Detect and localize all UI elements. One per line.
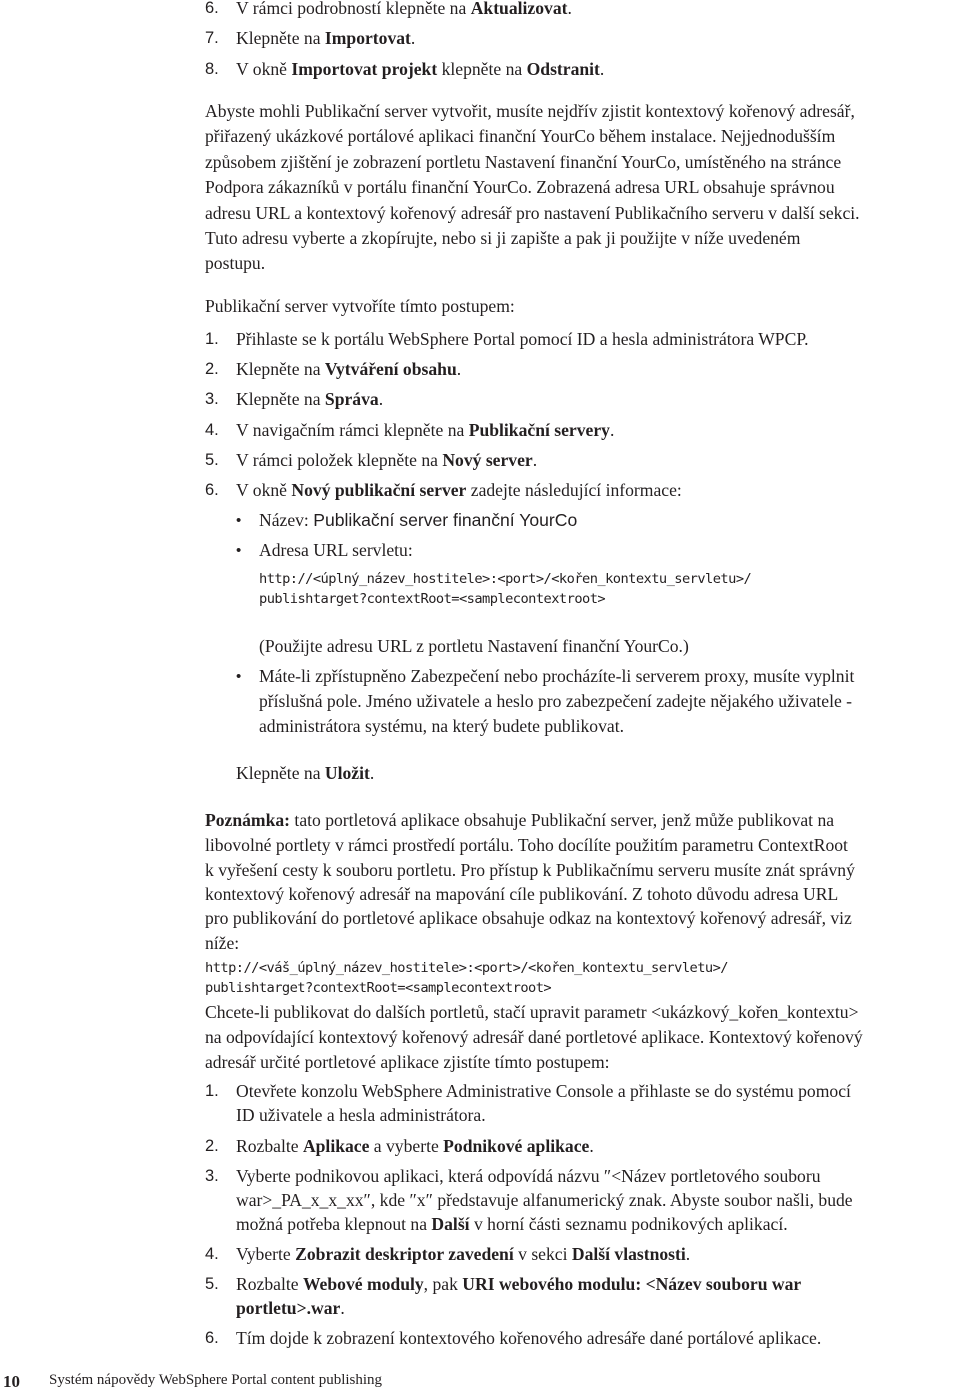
- step-number: 4.: [205, 421, 219, 439]
- step-text: Vyberte podnikovou aplikaci, která odpovídá názvu ″<Název portletového souboru: [236, 1166, 821, 1186]
- code-line: http://<váš_úplný_název_hostitele>:<port>/<kořen_kontextu_servletu>/: [205, 960, 728, 976]
- footer-title: Systém nápovědy WebSphere Portal content publishing: [49, 1372, 383, 1388]
- bullet-icon: •: [236, 542, 242, 559]
- paragraph-line: adresu URL a kontextový kořenový adresář pro nastavení Publikačního serveru v další sekci.: [205, 203, 860, 223]
- step-text: V rámci podrobností klepněte na Aktualizovat.: [236, 0, 572, 18]
- step-text: Rozbalte Webové moduly, pak URI webového modulu: <Název souboru war: [236, 1274, 802, 1294]
- step-number: 3.: [205, 1167, 219, 1185]
- note-line: Poznámka: tato portletová aplikace obsahuje Publikační server, jenž může publikovat na: [205, 810, 835, 830]
- step-text: Otevřete konzolu WebSphere Administrative Console a přihlaste se do systému pomocí: [236, 1081, 851, 1101]
- paragraph-line: postupu.: [205, 253, 266, 273]
- paragraph-line: přiřazený ukázkové portálové aplikaci finanční YourCo během instalace. Nejjednodušším: [205, 126, 836, 146]
- step-number: 5.: [205, 451, 219, 469]
- bullet-text: Máte-li zpřístupněno Zabezpečení nebo procházíte-li serverem proxy, musíte vyplnit: [259, 666, 855, 686]
- step-number: 3.: [205, 390, 219, 408]
- paragraph-line: Abyste mohli Publikační server vytvořit, musíte nejdřív zjistit kontextový kořenový adresář,: [205, 101, 855, 121]
- step-text: Vyberte Zobrazit deskriptor zavedení v sekci Další vlastnosti.: [236, 1244, 691, 1264]
- bullet-icon: •: [236, 668, 242, 685]
- note-line: kontextový kořenový adresář na mapování cíle publikování. Z tohoto důvodu adresa URL: [205, 884, 839, 904]
- note-line: k vyřešení cesty k souboru portletu. Pro přístup k Publikačnímu serveru musíte znát správný: [205, 860, 855, 880]
- step-text: ID uživatele a hesla administrátora.: [236, 1105, 486, 1125]
- step-text: V rámci položek klepněte na Nový server.: [236, 450, 538, 470]
- step-text: V navigačním rámci klepněte na Publikační servery.: [236, 420, 615, 440]
- bullet-text: administrátora systému, na který budete publikovat.: [259, 716, 624, 736]
- step-number: 1.: [205, 1082, 219, 1100]
- bullet-text: Adresa URL servletu:: [259, 540, 413, 560]
- step-text: Klepněte na Vytváření obsahu.: [236, 359, 462, 379]
- bullet-text: Název: Publikační server finanční YourCo: [259, 510, 578, 530]
- step-text: Tím dojde k zobrazení kontextového kořenového adresáře dané portálové aplikace.: [236, 1328, 822, 1348]
- step-text: Klepněte na Uložit.: [236, 763, 375, 783]
- step-text: war>_PA_x_x_xx″, kde ″x″ představuje alfanumerický znak. Abyste soubor našli, bude: [236, 1190, 853, 1210]
- step-text: Klepněte na Importovat.: [236, 28, 416, 48]
- paragraph-line: adresář určité portletové aplikace zjistíte tímto postupem:: [205, 1052, 610, 1072]
- step-number: 6.: [205, 1329, 219, 1347]
- paragraph-line: Chcete-li publikovat do dalších portletů, stačí upravit parametr <ukázkový_kořen_kontextu>: [205, 1002, 859, 1022]
- step-number: 1.: [205, 330, 219, 348]
- paragraph-line: na odpovídající kontextový kořenový adresář dané portletové aplikace. Kontextový kořenový: [205, 1027, 863, 1047]
- step-number: 8.: [205, 60, 219, 78]
- step-number: 4.: [205, 1245, 219, 1263]
- page-number: 10: [3, 1372, 20, 1391]
- step-number: 5.: [205, 1275, 219, 1293]
- step-text: Klepněte na Správa.: [236, 389, 384, 409]
- step-text: Přihlaste se k portálu WebSphere Portal pomocí ID a hesla administrátora WPCP.: [236, 329, 809, 349]
- step-number: 7.: [205, 29, 219, 47]
- note-line: pro publikování do portletové aplikace obsahuje odkaz na kontextový kořenový adresář, viz: [205, 908, 852, 928]
- procedure-intro: Publikační server vytvoříte tímto postupem:: [205, 296, 515, 316]
- step-number: 2.: [205, 360, 219, 378]
- bullet-icon: •: [236, 512, 242, 529]
- paragraph-line: způsobem zjištění je zobrazení portletu Nastavení finanční YourCo, umístěného na stránce: [205, 152, 842, 172]
- step-number: 2.: [205, 1137, 219, 1155]
- bullet-text: příslušná pole. Jméno uživatele a heslo pro zabezpečení zadejte nějakého uživatele -: [259, 691, 853, 711]
- step-number: 6.: [205, 0, 219, 17]
- step-text: V okně Importovat projekt klepněte na Odstranit.: [236, 59, 605, 79]
- paragraph-line: Podpora zákazníků v portálu finanční YourCo. Zobrazená adresa URL obsahuje správnou: [205, 177, 835, 197]
- note-line: níže:: [205, 933, 240, 953]
- code-line: http://<úplný_název_hostitele>:<port>/<kořen_kontextu_servletu>/: [259, 571, 752, 587]
- note-text: (Použijte adresu URL z portletu Nastavení finanční YourCo.): [259, 636, 689, 656]
- step-text: možná potřeba klepnout na Další v horní části seznamu podnikových aplikací.: [236, 1214, 788, 1234]
- step-text: portletu>.war.: [236, 1298, 345, 1318]
- step-text: V okně Nový publikační server zadejte následující informace:: [236, 480, 682, 500]
- note-line: libovolné portlety v rámci prostředí portálu. Toho docílíte použitím parametru ContextRoot: [205, 835, 848, 855]
- code-line: publishtarget?contextRoot=<samplecontextroot>: [259, 591, 606, 607]
- step-number: 6.: [205, 481, 219, 499]
- paragraph-line: Tuto adresu vyberte a zkopírujte, nebo si ji zapište a pak ji použijte v níže uvedeném: [205, 228, 801, 248]
- step-text: Rozbalte Aplikace a vyberte Podnikové aplikace.: [236, 1136, 594, 1156]
- code-line: publishtarget?contextRoot=<samplecontextroot>: [205, 980, 552, 996]
